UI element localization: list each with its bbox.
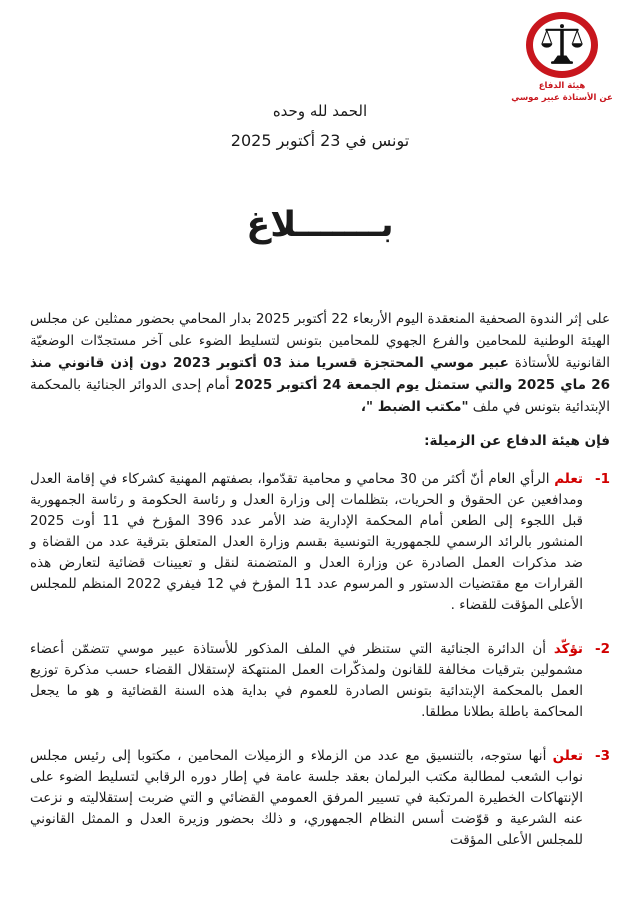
item-body: [30, 469, 583, 616]
numbered-item-3: [30, 746, 610, 851]
scales-of-justice-icon: [540, 22, 584, 68]
item-body: [30, 639, 583, 723]
logo-caption-line1: هيئة الدفاع: [538, 81, 586, 91]
numbered-item-2: [30, 639, 610, 723]
intro-segment-2-bold: عبير موسي المحتجزة قسريا منذ 03 أكتوبر 2023 دون إذن قانوني منذ 26 ماي 2025 والتي ستمثل يوم الجمعة 24 أكتوبر 2025: [30, 355, 610, 393]
document-title: بـــــــلاغ: [246, 205, 394, 245]
intro-paragraph: [30, 308, 610, 418]
organization-logo: [500, 12, 624, 105]
lead-line: فإن هيئة الدفاع عن الزميلة:: [424, 433, 610, 449]
dateline: تونس في 23 أكتوبر 2025: [230, 131, 410, 150]
item-number: 1-: [594, 471, 610, 487]
item-number: 3-: [594, 748, 610, 764]
numbered-item-1: [30, 469, 610, 616]
item-keyword: تعلن: [552, 748, 584, 764]
invocation-line: الحمد لله وحده: [272, 102, 368, 120]
item-keyword: تؤكّد: [553, 641, 583, 657]
logo-red-ring: [526, 12, 598, 78]
item-keyword: تعلم: [554, 471, 584, 487]
intro-segment-1: على إثر الندوة الصحفية المنعقدة اليوم الأربعاء 22 أكتوبر 2025 بدار المحامي بحضور ممثلين عن مجلس الهيئة الوطنية للمحامين والفرع الجهوي للمحامين بتونس لتسليط الضوء على آخر مستجدّات الوضعيّة القانونية للأستاذة: [30, 311, 611, 371]
logo-caption-line2: عن الأستاذة عبير موسي: [511, 92, 613, 103]
item-number: 2-: [594, 641, 610, 657]
intro-segment-3: أمام إحدى الدوائر الجنائية بالمحكمة الإبتدائية بتونس في ملف: [30, 377, 610, 415]
intro-segment-4-bold: "مكتب الضبط "،: [360, 399, 469, 415]
item-body-text: الرأي العام أنّ أكثر من 30 محامي و محامية تقدّموا، بصفتهم المهنية كشركاء في إقامة العدل ومدافعين عن الحقوق و الحريات، بتظلمات إلى وزارة العدل و رئاسة الحكومة و رئاسة الجمهورية قبل اللجوء إلى الطعن أمام المحكمة الإدارية ضد الأمر عدد 396 المؤرخ في 11 أوت 2025 المنشور بالرائد الرسمي للجمهورية التونسية بقسم وزارة العدل المتعلق بترقية عدد من القضاة و ضد مذكرات العمل الصادرة عن وزارة العدل و المتضمنة لنقل و تعيينات قضائية لتعارض هذه القرارات مع مقتضيات الدستور و المرسوم عدد 11 المؤرخ في 12 فيفري 2022 المنظم للمجلس الأعلى المؤقت للقضاء .: [30, 471, 583, 613]
item-body: [30, 746, 583, 851]
logo-caption: [500, 81, 624, 105]
item-body-text: أن الدائرة الجنائية التي ستنظر في الملف المذكور للأستاذة عبير موسي تتضمّن أعضاء مشمولين بترقيات مخالفة للقانون ولمذكّرات العمل المنتهكة لإستقلال القضاء حسب مذكرة توزيع العمل بالمحكمة الإبتدائية بتونس الصادرة للعموم في بداية هذه السنة القضائية و هو ما يجعل المحاكمة باطلة بطلانا مطلقا.: [30, 641, 583, 720]
item-body-text: أنها ستوجه، بالتنسيق مع عدد من الزملاء و الزميلات المحامين ، مكتوبا إلى رئيس مجلس نواب الشعب لمطالبة مكتب البرلمان بعقد جلسة عامة في إطار دوره الرقابي لتسليط الضوء على الإنتهاكات الخطيرة المرتكبة في تسيير المرفق العمومي القضائي و التي ضربت إستقلاليته و نزعت عنه الشرعية و قوّضت أسس النظام الجمهوري، و ذلك بحضور وزيرة العدل و الممثل القانوني للمجلس الأعلى المؤقت: [30, 748, 583, 848]
document-body: [30, 308, 610, 851]
